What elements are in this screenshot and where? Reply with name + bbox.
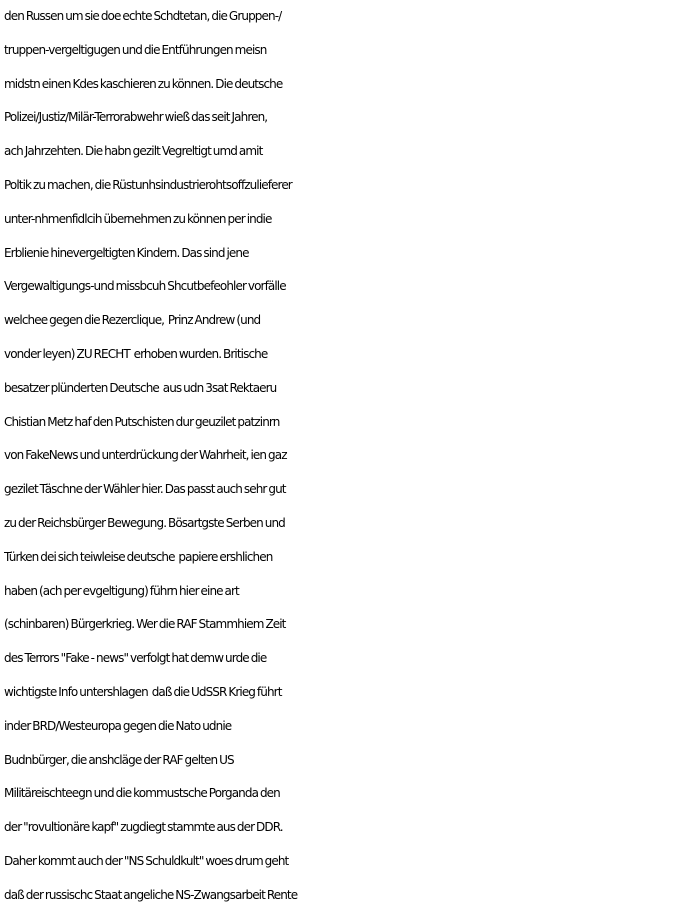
text-line: Daher kommt auch der "NS Schuldkult" woes drum geht — [4, 853, 289, 868]
text-line: haben (ach per evgeltigung) führn hier eine art — [4, 583, 239, 598]
text-line: daß der russischc Staat angeliche NS-Zwangsarbeit Rente — [4, 887, 298, 902]
text-line: truppen-vergeltigugen und die Entführungen meisn — [4, 42, 267, 57]
text-line: Militäreischteegn und die kommustsche Porganda den — [4, 786, 280, 801]
text-line: gezilet Täschne der Wähler hier. Das passt auch sehr gut — [4, 482, 286, 497]
text-line: midstn einen Kdes kaschieren zu können. Die deutsche — [4, 76, 283, 91]
text-line: Polizei/Justiz/Milär-Terrorabwehr wieß das seit Jahren, — [4, 110, 268, 125]
text-line: welchee gegen die Rezerclique, Prinz Andrew (und — [4, 313, 261, 328]
text-line: der "rovultionäre kapf" zugdiegt stammte aus der DDR. — [4, 820, 283, 835]
text-line: besatzer plünderten Deutsche aus udn 3sat Rektaeru — [4, 380, 277, 395]
text-line: wichtigste Info untershlagen daß die UdSSR Krieg führt — [4, 684, 282, 699]
text-line: Budnbürger, die anshcläge der RAF gelten US — [4, 752, 234, 767]
text-line: unter-nhmenfidlcih übernehmen zu können per indie — [4, 211, 272, 226]
text-line: des Terrors "Fake - news" verfolgt hat demw urde die — [4, 651, 267, 666]
text-line: Vergewaltigungs-und missbcuh Shcutbefeohler vorfälle — [4, 279, 286, 294]
text-line: (schinbaren) Bürgerkrieg. Wer die RAF Stammhiem Zeit — [4, 617, 286, 632]
text-line: von FakeNews und unterdrückung der Wahrheit, ien gaz — [4, 448, 287, 463]
text-line: inder BRD/Westeuropa gegen die Nato udnie — [4, 718, 232, 733]
text-line: Poltik zu machen, die Rüstunhsindustrierohtsoffzulieferer — [4, 177, 292, 192]
text-line: Chistian Metz haf den Putschisten dur geuzilet patzinrn — [4, 414, 280, 429]
document-page — [4, 0, 684, 920]
text-line: zu der Reichsbürger Bewegung. Bösartgste Serben und — [4, 515, 285, 530]
text-line: ach Jahrzehten. Die habn gezilt Vegreltigt umd amit — [4, 144, 263, 159]
text-line: vonder leyen) ZU RECHT erhoben wurden. Britische — [4, 346, 268, 361]
text-line: Türken dei sich teiwleise deutsche papiere ershlichen — [4, 549, 273, 564]
text-line: den Russen um sie doe echte Schdtetan, die Gruppen-/ — [4, 9, 282, 23]
text-line: Erblienie hinevergeltigten Kindern. Das sind jene — [4, 245, 249, 260]
